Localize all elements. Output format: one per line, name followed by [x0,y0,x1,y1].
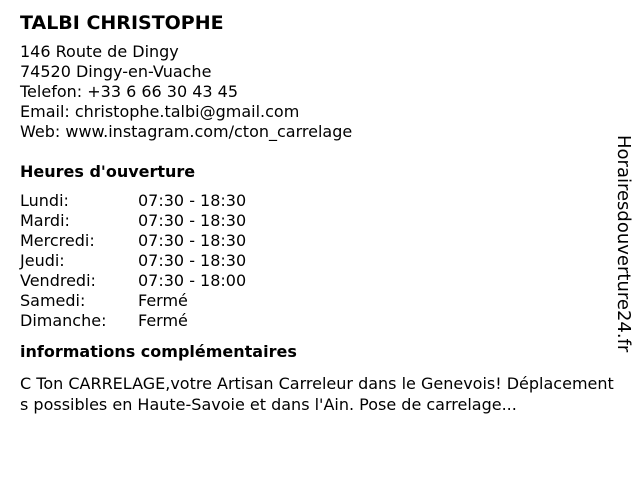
phone-line: Telefon: +33 6 66 30 43 45 [20,82,239,101]
business-name: TALBI CHRISTOPHE [20,12,224,34]
info-description: C Ton CARRELAGE,votre Artisan Carreleur dans le Genevois! Déplacements possibles en Haute-Savoie et dans l'Ain. Pose de carrelage... [20,374,614,414]
hours-time: 07:30 - 18:00 [138,271,247,290]
hours-day: Mardi: [20,211,70,230]
hours-day: Vendredi: [20,271,96,290]
hours-day: Jeudi: [20,251,65,270]
hours-row [20,211,620,231]
hours-row [20,231,620,251]
hours-heading: Heures d'ouverture [20,162,196,181]
email-line: Email: christophe.talbi@gmail.com [20,102,300,121]
hours-time: Fermé [138,291,188,310]
hours-row [20,251,620,271]
hours-row [20,311,620,331]
address-city: 74520 Dingy-en-Vuache [20,62,212,81]
hours-time: 07:30 - 18:30 [138,211,247,230]
hours-day: Dimanche: [20,311,107,330]
business-card [20,12,620,415]
hours-day: Mercredi: [20,231,95,250]
hours-time: 07:30 - 18:30 [138,251,247,270]
hours-row [20,191,620,211]
opening-hours-table [20,191,620,331]
info-heading: informations complémentaires [20,342,297,361]
hours-row [20,291,620,311]
address-street: 146 Route de Dingy [20,42,179,61]
site-watermark: Horairesdouverture24.fr [613,135,634,353]
hours-row [20,271,620,291]
hours-day: Samedi: [20,291,86,310]
web-line: Web: www.instagram.com/cton_carrelage [20,122,353,141]
hours-day: Lundi: [20,191,69,210]
hours-time: Fermé [138,311,188,330]
hours-time: 07:30 - 18:30 [138,191,247,210]
hours-time: 07:30 - 18:30 [138,231,247,250]
